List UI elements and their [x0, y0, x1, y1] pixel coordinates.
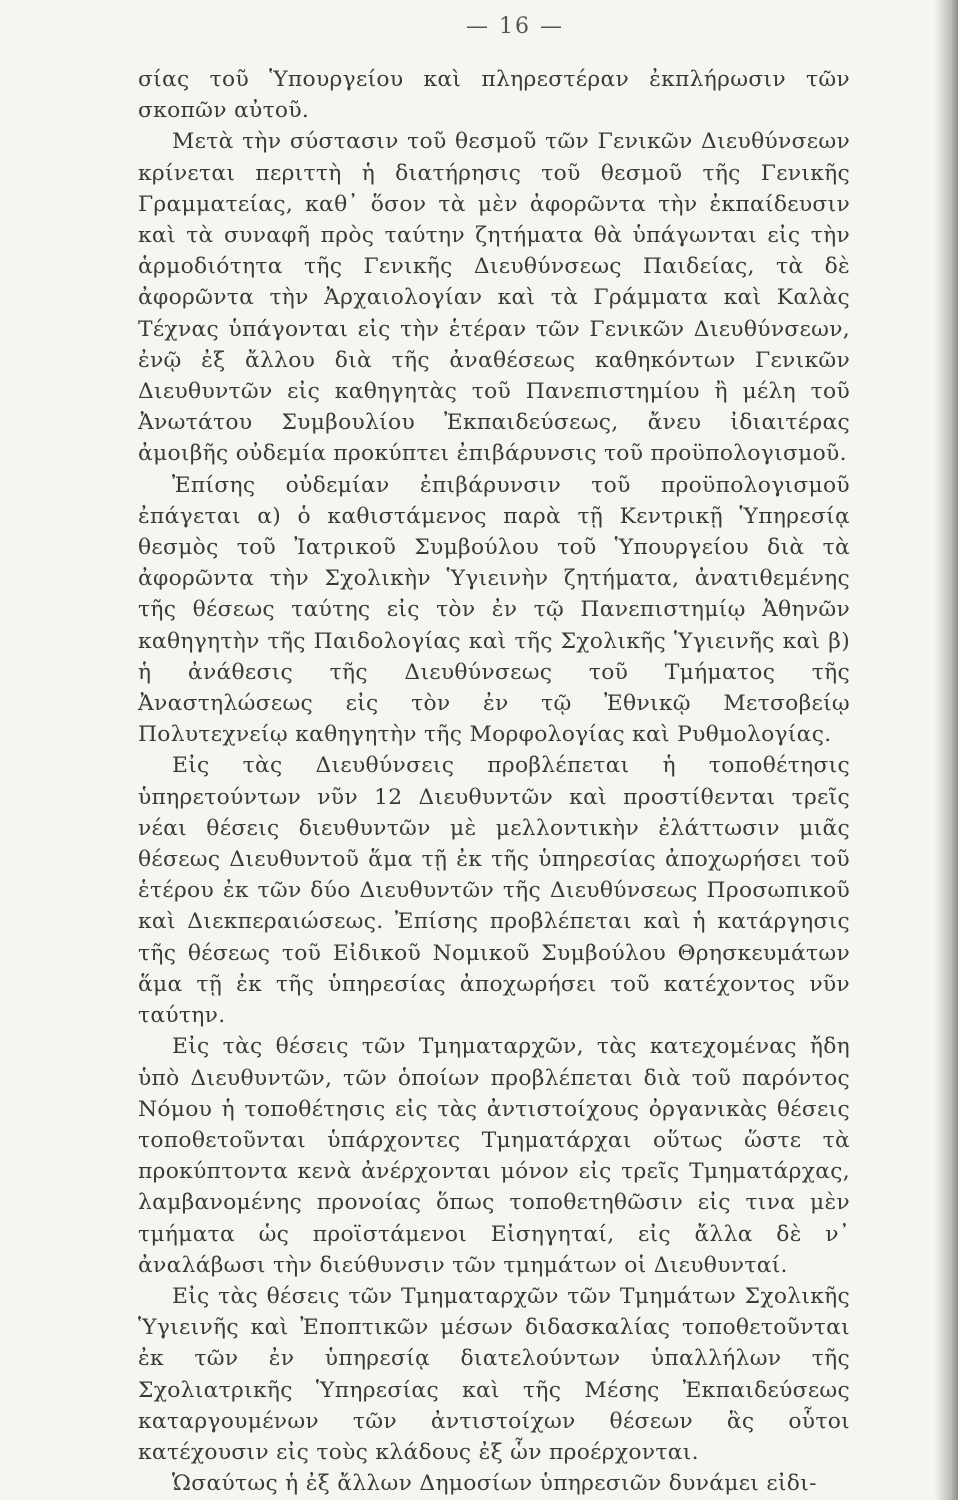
paragraph-no-budget-burden: Ἐπίσης οὐδεμίαν ἐπιβάρυνσιν τοῦ προϋπολογισμοῦ ἐπάγεται α) ὁ καθιστάμενος παρὰ τῇ Κεντρικῇ Ὑπηρεσίᾳ θεσμὸς τοῦ Ἰατρικοῦ Συμβούλου τοῦ Ὑπουργείου διὰ τὰ ἀφορῶντα τὴν Σχολικὴν Ὑγιεινὴν ζητήματα, ἀνατιθεμένης τῆς θέσεως ταύτης εἰς τὸν ἐν τῷ Πανεπιστημίῳ Ἀθηνῶν καθηγητὴν τῆς Παιδολογίας καὶ τῆς Σχολικῆς Ὑγιεινῆς καὶ β) ἡ ἀνάθεσις τῆς Διευθύνσεως τοῦ Τμήματος τῆς Ἀναστηλώσεως εἰς τὸν ἐν τῷ Ἐθνικῷ Μετσοβείῳ Πολυτεχνείῳ καθηγητὴν τῆς Μορφολογίας καὶ Ρυθμολογίας. [138, 472, 850, 748]
body-text [138, 64, 850, 1499]
paragraph-school-hygiene: Εἰς τὰς θέσεις τῶν Τμηματαρχῶν τῶν Τμημάτων Σχολικῆς Ὑγιεινῆς καὶ Ἐποπτικῶν μέσων διδασκαλίας τοποθετοῦνται ἐκ τῶν ἐν ὑπηρεσίᾳ διατελούντων ὑπαλλήλων τῆς Σχολιατρικῆς Ὑπηρεσίας καὶ τῆς Μέσης Ἐκπαιδεύσεως καταργουμένων τῶν ἀντιστοίχων θέσεων ἃς οὗτοι κατέχουσιν εἰς τοὺς κλάδους ἐξ ὧν προέρχονται. [138, 1283, 850, 1465]
page-edge-shadow [934, 0, 958, 1500]
paragraph-section-heads: Εἰς τὰς θέσεις τῶν Τμηματαρχῶν, τὰς κατεχομένας ἤδη ὑπὸ Διευθυντῶν, τῶν ὁποίων προβλέπεται διὰ τοῦ παρόντος Νόμου ἡ τοποθέτησις εἰς τὰς ἀντιστοίχους ὀργανικὰς θέσεις τοποθετοῦνται ὑπάρχοντες Τμηματάρχαι οὕτως ὥστε τὰ προκύπτοντα κενὰ ἀνέρχονται μόνον εἰς τρεῖς Τμηματάρχας, λαμβανομένης προνοίας ὅπως τοποθετηθῶσιν εἰς τινα μὲν τμήματα ὡς προϊστάμενοι Εἰσηγηταί, εἰς ἄλλα δὲ ν᾿ ἀναλάβωσι τὴν διεύθυνσιν τῶν τμημάτων οἱ Διευθυνταί. [138, 1034, 850, 1278]
paragraph-continuation: σίας τοῦ Ὑπουργείου καὶ πληρεστέραν ἐκπλήρωσιν τῶν σκοπῶν αὐτοῦ. [138, 67, 850, 124]
paragraph-general-secretariat: Μετὰ τὴν σύστασιν τοῦ θεσμοῦ τῶν Γενικῶν Διευθύνσεων κρίνεται περιττὴ ἡ διατήρησις τοῦ θεσμοῦ τῆς Γενικῆς Γραμματείας, καθ᾿ ὅσον τὰ μὲν ἀφορῶντα τὴν ἐκπαίδευσιν καὶ τὰ συναφῆ πρὸς ταύτην ζητήματα θὰ ὑπάγωνται εἰς τὴν ἁρμοδιότητα τῆς Γενικῆς Διευθύνσεως Παιδείας, τὰ δὲ ἀφορῶντα τὴν Ἀρχαιολογίαν καὶ τὰ Γράμματα καὶ Καλὰς Τέχνας ὑπάγονται εἰς τὴν ἑτέραν τῶν Γενικῶν Διευθύνσεων, ἐνῷ ἐξ ἄλλου διὰ τῆς ἀναθέσεως καθηκόντων Γενικῶν Διευθυντῶν εἰς καθηγητὰς τοῦ Πανεπιστημίου ἢ μέλη τοῦ Ἀνωτάτου Συμβουλίου Ἐκπαιδεύσεως, ἄνευ ἰδιαιτέρας ἀμοιβῆς οὐδεμία προκύπτει ἐπιβάρυνσις τοῦ προϋπολογισμοῦ. [138, 129, 850, 467]
paragraph-other-services: Ὡσαύτως ἡ ἐξ ἄλλων Δημοσίων ὑπηρεσιῶν δυνάμει εἰδι- [172, 1471, 817, 1497]
page-number: — 16 — [466, 14, 564, 39]
paragraph-directorates: Εἰς τὰς Διευθύνσεις προβλέπεται ἡ τοποθέτησις ὑπηρετούντων νῦν 12 Διευθυντῶν καὶ προστίθενται τρεῖς νέαι θέσεις διευθυντῶν μὲ μελλοντικὴν ἐλάττωσιν μιᾶς θέσεως Διευθυντοῦ ἅμα τῇ ἐκ τῆς ὑπηρεσίας ἀποχωρήσει τοῦ ἑτέρου ἐκ τῶν δύο Διευθυντῶν τῆς Διευθύνσεως Προσωπικοῦ καὶ Διεκπεραιώσεως. Ἐπίσης προβλέπεται καὶ ἡ κατάργησις τῆς θέσεως τοῦ Εἰδικοῦ Νομικοῦ Συμβούλου Θρησκευμάτων ἅμα τῇ ἐκ τῆς ὑπηρεσίας ἀποχωρήσει τοῦ κατέχοντος νῦν ταύτην. [138, 753, 850, 1029]
